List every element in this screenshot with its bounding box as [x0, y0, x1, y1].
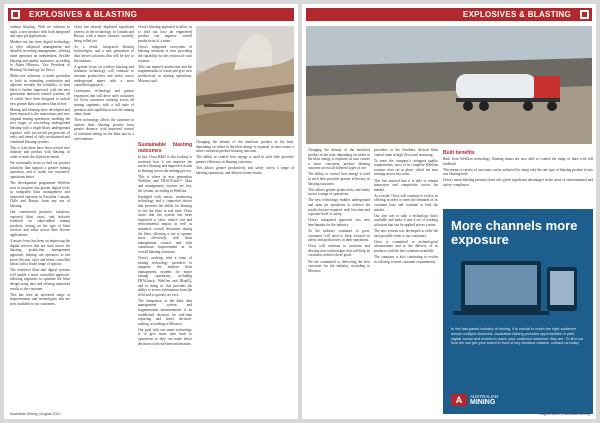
- left-column-3: [138, 25, 192, 135]
- paragraph: Changing the density of the emulsion product in the hole, depending on where in the blast energy is required, in turn creates a more consistent product blasting outcome across all different types of ore.: [308, 148, 370, 171]
- right-column-2: [374, 148, 438, 410]
- right-section-header: [306, 8, 592, 21]
- paragraph: Orica's integrated approach sets new benchmarks for the industry.: [308, 218, 370, 227]
- paragraph: The development programme WebGen now in progress has greater digital tools, as integrated blast management and improved expertise in Australia, Canada, Chile and Russia, from any use of blasting.: [10, 181, 70, 208]
- paragraph: The ability to control how energy is used in each hole provides greater efficiency in blasting outcomes.: [196, 155, 294, 164]
- paragraph: Orica's blasting approach to allow us to find out how an engineered product can improve overall productivity of a mine.: [138, 25, 192, 43]
- paragraph: Orica's integrated ecosystem of blasting solutions is now providing the capability for the creation of such systems.: [138, 44, 192, 63]
- paragraph: As a result, integrated blasting technologies, and a new generation of data driven solutions that will be key to the industry.: [74, 44, 134, 63]
- paragraph: Our aim was to take a technology that's available and make it into a set of working solutions that can be applied across a mine.: [374, 213, 438, 227]
- paragraph: We are committed to delivering the best outcomes for the industry, according to Morasso.: [308, 259, 370, 273]
- paragraph: The new technology enables underground and open pit operations to achieve the results that are required, with less time and a greater level of safety.: [308, 198, 370, 217]
- blasting-photo-graphic: [196, 26, 294, 136]
- paragraph: This can improve production and the fragmentation of waste and give new productivity in mining operations, Morasso said.: [138, 64, 192, 83]
- paragraph: The company is also continuing to evolve its offering to meet customer requirements.: [374, 254, 438, 264]
- paragraph: Orica's smart blasting products have also given significant advantages in the areas of environmental and safety compliance.: [443, 178, 593, 187]
- tanker-truck-graphic: [306, 26, 592, 144]
- left-page: [4, 4, 298, 419]
- paragraph: In last, Orica R&D is also looking to ascertain how it can improve the surface blasting and improved results in blasting across the mining process.: [138, 155, 192, 173]
- paragraph: To meet the company's stringent quality requirements, most of its complete WebGen systems were set in place, which are now running across key areas.: [374, 158, 438, 177]
- paragraph: Orica will continue to innovate and develop new technologies that will help its customers achieve these goals.: [308, 244, 370, 258]
- left-page-footer: Australian Mining | August 2021: [10, 412, 61, 416]
- paragraph: Orica has already deployed significant interest in the technology in Canada and Russia, with a major contract currently being rolled out.: [74, 25, 134, 43]
- left-section-header: [8, 8, 294, 21]
- paragraph: Mining and blasting have developed and been exposed to the innovations and new original mining operations, enabling the first stages of succeeding underground blasting with a single blasts underground together with successful progression of early and timed of fully mechanized and combined blasting systems.: [10, 107, 70, 144]
- paragraph: Orica is committed to technological advancement and to the delivery of its products with the best solutions available.: [374, 239, 438, 253]
- mining-logo-icon: A: [451, 394, 467, 406]
- paragraph: Orica's working with a team of mining technology providers to integrate the modern blast management systems for major mining operations, including FRAGtrack, WebGen and BlastIQ, and in doing so, this provides the ability to access information from the field and to quickly act on it.: [138, 255, 192, 297]
- paragraph: Multi-core solutions, it needs particular to both its extending constitution and adjacent recently the reliability of hard blast is further improved, with the new generation initiation control systems, all of which have been designed to unlock new greater blast outcomes than before.: [10, 73, 70, 106]
- paragraph: This has seen an increased range of improvements and technologies that are now available to our customers.: [10, 292, 70, 306]
- paragraph: Equipped with sensor, monitoring technology and a connected device that provides the ability for blasting to fire the blast in real time, Orica states that the system has been improved to safer, reduce cost and environmental impact as well as minimise overall downtime during the blast, allowing a site to operate more effectively with blast management control, and with continuous improvement in its overall blasting outcomes.: [138, 194, 192, 254]
- paragraph: Continuous technology and greater expansion that will drive safer outcomes for Orica customers working across all mining segments, with a full suite of products and capability across the mining value chain.: [74, 89, 134, 117]
- right-column-1: [308, 148, 370, 410]
- right-section-title: EXPLOSIVES & BLASTING: [462, 10, 571, 19]
- paragraph: The integration of the blast data management system and fragmentation measurements is an established decision for real-time reporting and better decision-making, according to Morasso.: [138, 298, 192, 326]
- paragraph: We continually strive to find our product solutions that support a greater mining operation, and to make our customers' operations better.: [10, 161, 70, 179]
- paragraph: As the industry continues to grow, customers will need to keep focused on safety and productivity in their operations.: [308, 229, 370, 243]
- paragraph: As a result, Orica will continue to evolve its offering in order to meet the demands of its customer base and continue to lead the market.: [374, 193, 438, 212]
- paragraph: This means a variety of outcomes can be achieved by using only the one type of blasting product in any one blasting hole.: [443, 167, 593, 177]
- paragraph: This allows greater productivity and safety across a range of blasting operations, and delivers better results.: [196, 165, 294, 175]
- paragraph: Our goal with our smart technology is to give more time back to operations so they can make better decisions with real-time information.: [138, 327, 192, 346]
- right-column-3: [443, 148, 593, 206]
- header-logo-mark: [580, 10, 589, 19]
- paragraph: The new system was developed to offer the best possible value to our customers.: [374, 229, 438, 238]
- left-column-2: [74, 25, 134, 410]
- paragraph: This has ensured that it is able to remain innovative and competitive across the market.: [374, 178, 438, 192]
- paragraph: This is why there have been several new industry and product with blasting, in order to meet the objectives needs.: [10, 145, 70, 160]
- paragraph: providers in the Southern African blast control team at high Orica and in mining.: [374, 148, 438, 157]
- right-page: [302, 4, 596, 419]
- blasting-photo: [196, 26, 294, 136]
- paragraph: Modern use has been digital technology to offer advanced management and detailed recording management, offering mine operators an independent, flexible blasting and quality assurance, according to Adam Morasso, Vice President of Blasting Technology for Orica.: [10, 40, 70, 72]
- left-column-1: [10, 25, 70, 410]
- logo-big-text: MINING: [470, 399, 496, 406]
- paragraph: without blasting. With no solution in sight, a new product with both integrated and open pit applications.: [10, 25, 70, 39]
- ad-devices-graphic: [443, 253, 593, 323]
- right-page-footer: August 2021 | Australian Mining: [539, 412, 590, 416]
- paragraph: The ability to control how energy is used in each hole provides greater efficiency in blasting outcomes.: [308, 172, 370, 186]
- left-section-title: EXPLOSIVES & BLASTING: [29, 10, 138, 19]
- paragraph: A greater focus on wireless blasting and initiation technology will continue to increase productivity and safety across underground mines with a more controlled approach.: [74, 64, 134, 88]
- left-column-3-lower: [138, 140, 192, 410]
- advertisement[interactable]: [443, 209, 593, 414]
- subheading: Built benefits: [443, 150, 475, 156]
- ad-body-text: In the fast-paced industry of mining, it is crucial to reach the right audience across multiple channels. Australian Mining provides opportunities in print, digital, social and events to reach your audience wherever they are. To find out how we can get your brand in front of key decision makers, contact us today.: [451, 327, 584, 346]
- paragraph: Built from WebGen technology, blasting teams are now able to control the range of blast with full feedback.: [443, 157, 593, 166]
- paragraph: This allows greater productivity and safety across a range of operations.: [308, 187, 370, 197]
- ad-logo: [451, 394, 498, 406]
- header-logo-mark: [11, 10, 20, 19]
- paragraph: Our commercial products, solutions, expected blast cases, and includes feedback on value-added mining products, testing on the type of blast services and value across their diverse applications.: [10, 210, 70, 238]
- tanker-truck-photo: [306, 26, 592, 144]
- paragraph: The extensive blast and digital systems will enable a more controlled approach, allowing engineers to optimise the blast design using data and offering improved results to the customer.: [10, 268, 70, 291]
- subheading: Sustainable blasting outcomes: [138, 142, 192, 154]
- paragraph: Changing the density of the emulsion product in the hole, depending on where in the blast energy is required, in turn creates a more consistent product blasting outcome.: [196, 140, 294, 154]
- paragraph: A major focus has been on improving the digital services that are used across the blasting production management approach, helping site operators to run more efficient, safer and better controlled blasts with a broad range of options.: [10, 239, 70, 267]
- ad-headline: More channels more exposure: [451, 218, 578, 247]
- left-column-4: [196, 140, 294, 410]
- paragraph: This is where its new generation WebGen and FRAGTrack™ blast and management systems are key, the system, according to WebGen.: [138, 174, 192, 193]
- logo-small-text: AUSTRALIAN: [470, 394, 499, 399]
- paragraph: Their technology allows the customer to operate their blasting process from greater distance, with improved control of initiation timing on the blast and in a safer manner.: [74, 118, 134, 141]
